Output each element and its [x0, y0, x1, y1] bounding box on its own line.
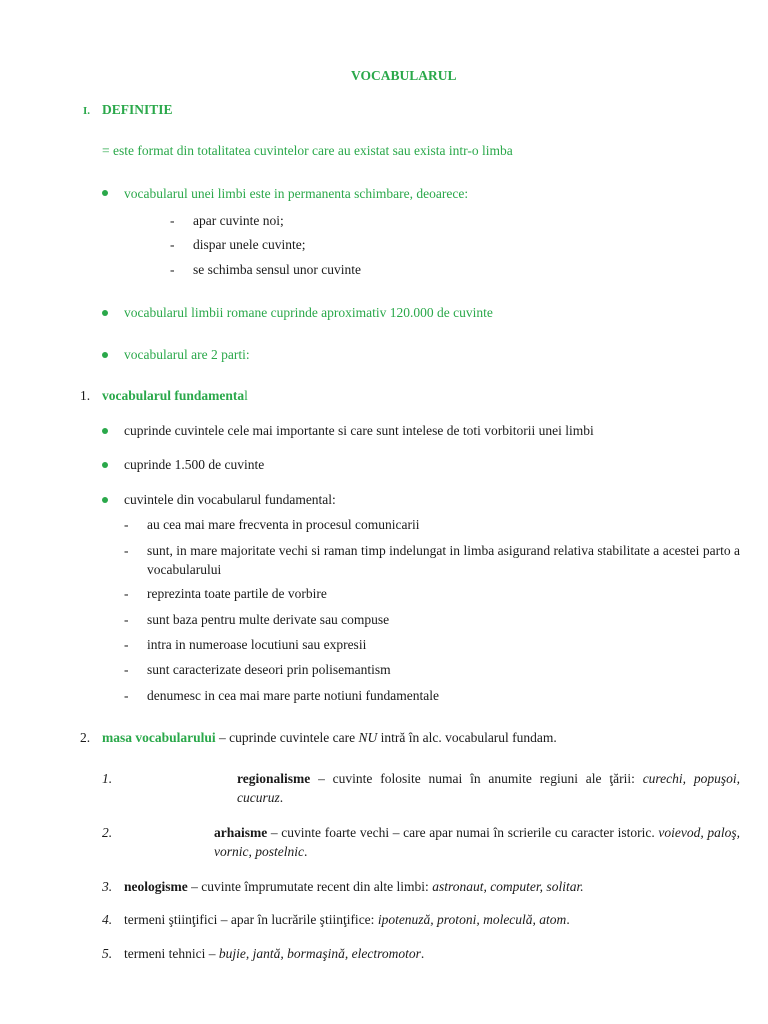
part1-heading	[102, 387, 248, 404]
category-desc: – cuvinte folosite numai în anumite regiuni ale ţării:	[310, 771, 643, 786]
change-reason: se schimba sensul unor cuvinte	[193, 262, 361, 277]
category-termeni-stiintifici: termeni ştiinţifici – apar în lucrările ştiinţifice: ipotenuză, protoni, moleculă, atom.	[124, 912, 570, 927]
feature-item: sunt caracterizate deseori prin polisemantism	[147, 662, 391, 677]
change-reason: dispar unele cuvinte;	[193, 237, 306, 252]
category-arhaisme: arhaisme – cuvinte foarte vechi – care apar numai în scrierile cu caracter istoric. voievod, paloş, vornic, postelnic.	[214, 825, 740, 859]
category-term: termeni tehnici	[124, 946, 206, 961]
category-term: termeni ştiinţifici	[124, 912, 218, 927]
category-examples: astronaut, computer, solitar.	[432, 879, 584, 894]
part2-number: 2.	[80, 730, 91, 745]
category-term: arhaisme	[214, 825, 268, 840]
category-examples: bujie, jantă, bormaşină, electromotor	[218, 946, 421, 961]
category-desc: – apar în lucrările ştiinţifice:	[217, 912, 378, 927]
part2-heading: masa vocabularului	[102, 730, 216, 745]
dash-icon: -	[170, 237, 175, 252]
category-number: 2.	[102, 825, 113, 840]
part1-number: 1.	[80, 388, 91, 403]
dash-icon: -	[124, 612, 129, 627]
bullet-icon	[102, 310, 108, 316]
bullet-two-parts: vocabularul are 2 parti:	[124, 347, 250, 362]
feature-item: intra in numeroase locutiuni sau expresii	[147, 637, 367, 652]
category-number: 3.	[102, 879, 113, 894]
category-desc: –	[205, 946, 219, 961]
part2-text-nu: NU	[358, 730, 378, 745]
part1-heading-bold: vocabularul fundamenta	[102, 388, 245, 403]
category-number: 1.	[102, 771, 113, 786]
category-term: neologisme	[124, 879, 188, 894]
bullet-icon	[102, 352, 108, 358]
dash-icon: -	[124, 586, 129, 601]
feature-item: sunt, in mare majoritate vechi si raman timp indelungat in limba asigurand relativa stabilitate a acestei parto a vocabularului	[147, 543, 740, 577]
definition-text: = este format din totalitatea cuvintelor care au existat sau exista intr-o limba	[102, 143, 513, 158]
feature-item: denumesc in cea mai mare parte notiuni fundamentale	[147, 688, 440, 703]
bullet-icon	[102, 190, 108, 196]
dash-icon: -	[124, 662, 129, 677]
category-number: 5.	[102, 946, 113, 961]
dash-icon: -	[170, 213, 175, 228]
section-heading: DEFINITIE	[102, 102, 173, 117]
category-examples: ipotenuză, protoni, moleculă, atom	[377, 912, 567, 927]
feature-item: sunt baza pentru multe derivate sau compuse	[147, 612, 390, 627]
dash-icon: -	[124, 637, 129, 652]
part1-heading-tail: l	[244, 388, 248, 403]
category-neologisme	[124, 878, 584, 895]
feature-item: au cea mai mare frecventa in procesul comunicarii	[147, 517, 420, 532]
part1-bullet: cuprinde 1.500 de cuvinte	[124, 457, 265, 472]
category-examples: voievod, paloş, vornic, postelnic	[214, 825, 740, 859]
category-desc: – cuvinte foarte vechi – care apar numai în scrierile cu caracter istoric.	[267, 825, 659, 840]
bullet-icon	[102, 497, 108, 503]
change-reason: apar cuvinte noi;	[193, 213, 284, 228]
dash-icon: -	[124, 543, 129, 558]
part1-bullet: cuprinde cuvintele cele mai importante si care sunt intelese de toti vorbitorii unei limbi	[124, 423, 594, 438]
bullet-change: vocabularul unei limbi este in permanenta schimbare, deoarece:	[124, 186, 469, 201]
bullet-icon	[102, 462, 108, 468]
category-term: regionalisme	[237, 771, 311, 786]
part2-line	[102, 729, 557, 746]
section-numeral: I.	[83, 105, 91, 117]
bullet-icon	[102, 428, 108, 434]
category-regionalisme: regionalisme – cuvinte folosite numai în anumite regiuni ale ţării: curechi, popuşoi, cucuruz.	[237, 771, 740, 805]
part1-bullet: cuvintele din vocabularul fundamental:	[124, 492, 336, 507]
category-termeni-tehnici: termeni tehnici – bujie, jantă, bormaşină, electromotor.	[124, 946, 425, 961]
page-title: VOCABULARUL	[351, 68, 457, 83]
category-desc: – cuvinte împrumutate recent din alte limbi:	[187, 879, 433, 894]
category-examples: curechi, popuşoi, cucuruz	[237, 771, 740, 805]
bullet-word-count: vocabularul limbii romane cuprinde aproximativ 120.000 de cuvinte	[124, 305, 493, 320]
part2-text-b: intră în alc. vocabularul fundam.	[377, 730, 557, 745]
feature-item: reprezinta toate partile de vorbire	[147, 586, 327, 601]
part2-text-a: – cuprinde cuvintele care	[215, 730, 359, 745]
category-number: 4.	[102, 912, 113, 927]
dash-icon: -	[124, 517, 129, 532]
dash-icon: -	[170, 262, 175, 277]
dash-icon: -	[124, 688, 129, 703]
